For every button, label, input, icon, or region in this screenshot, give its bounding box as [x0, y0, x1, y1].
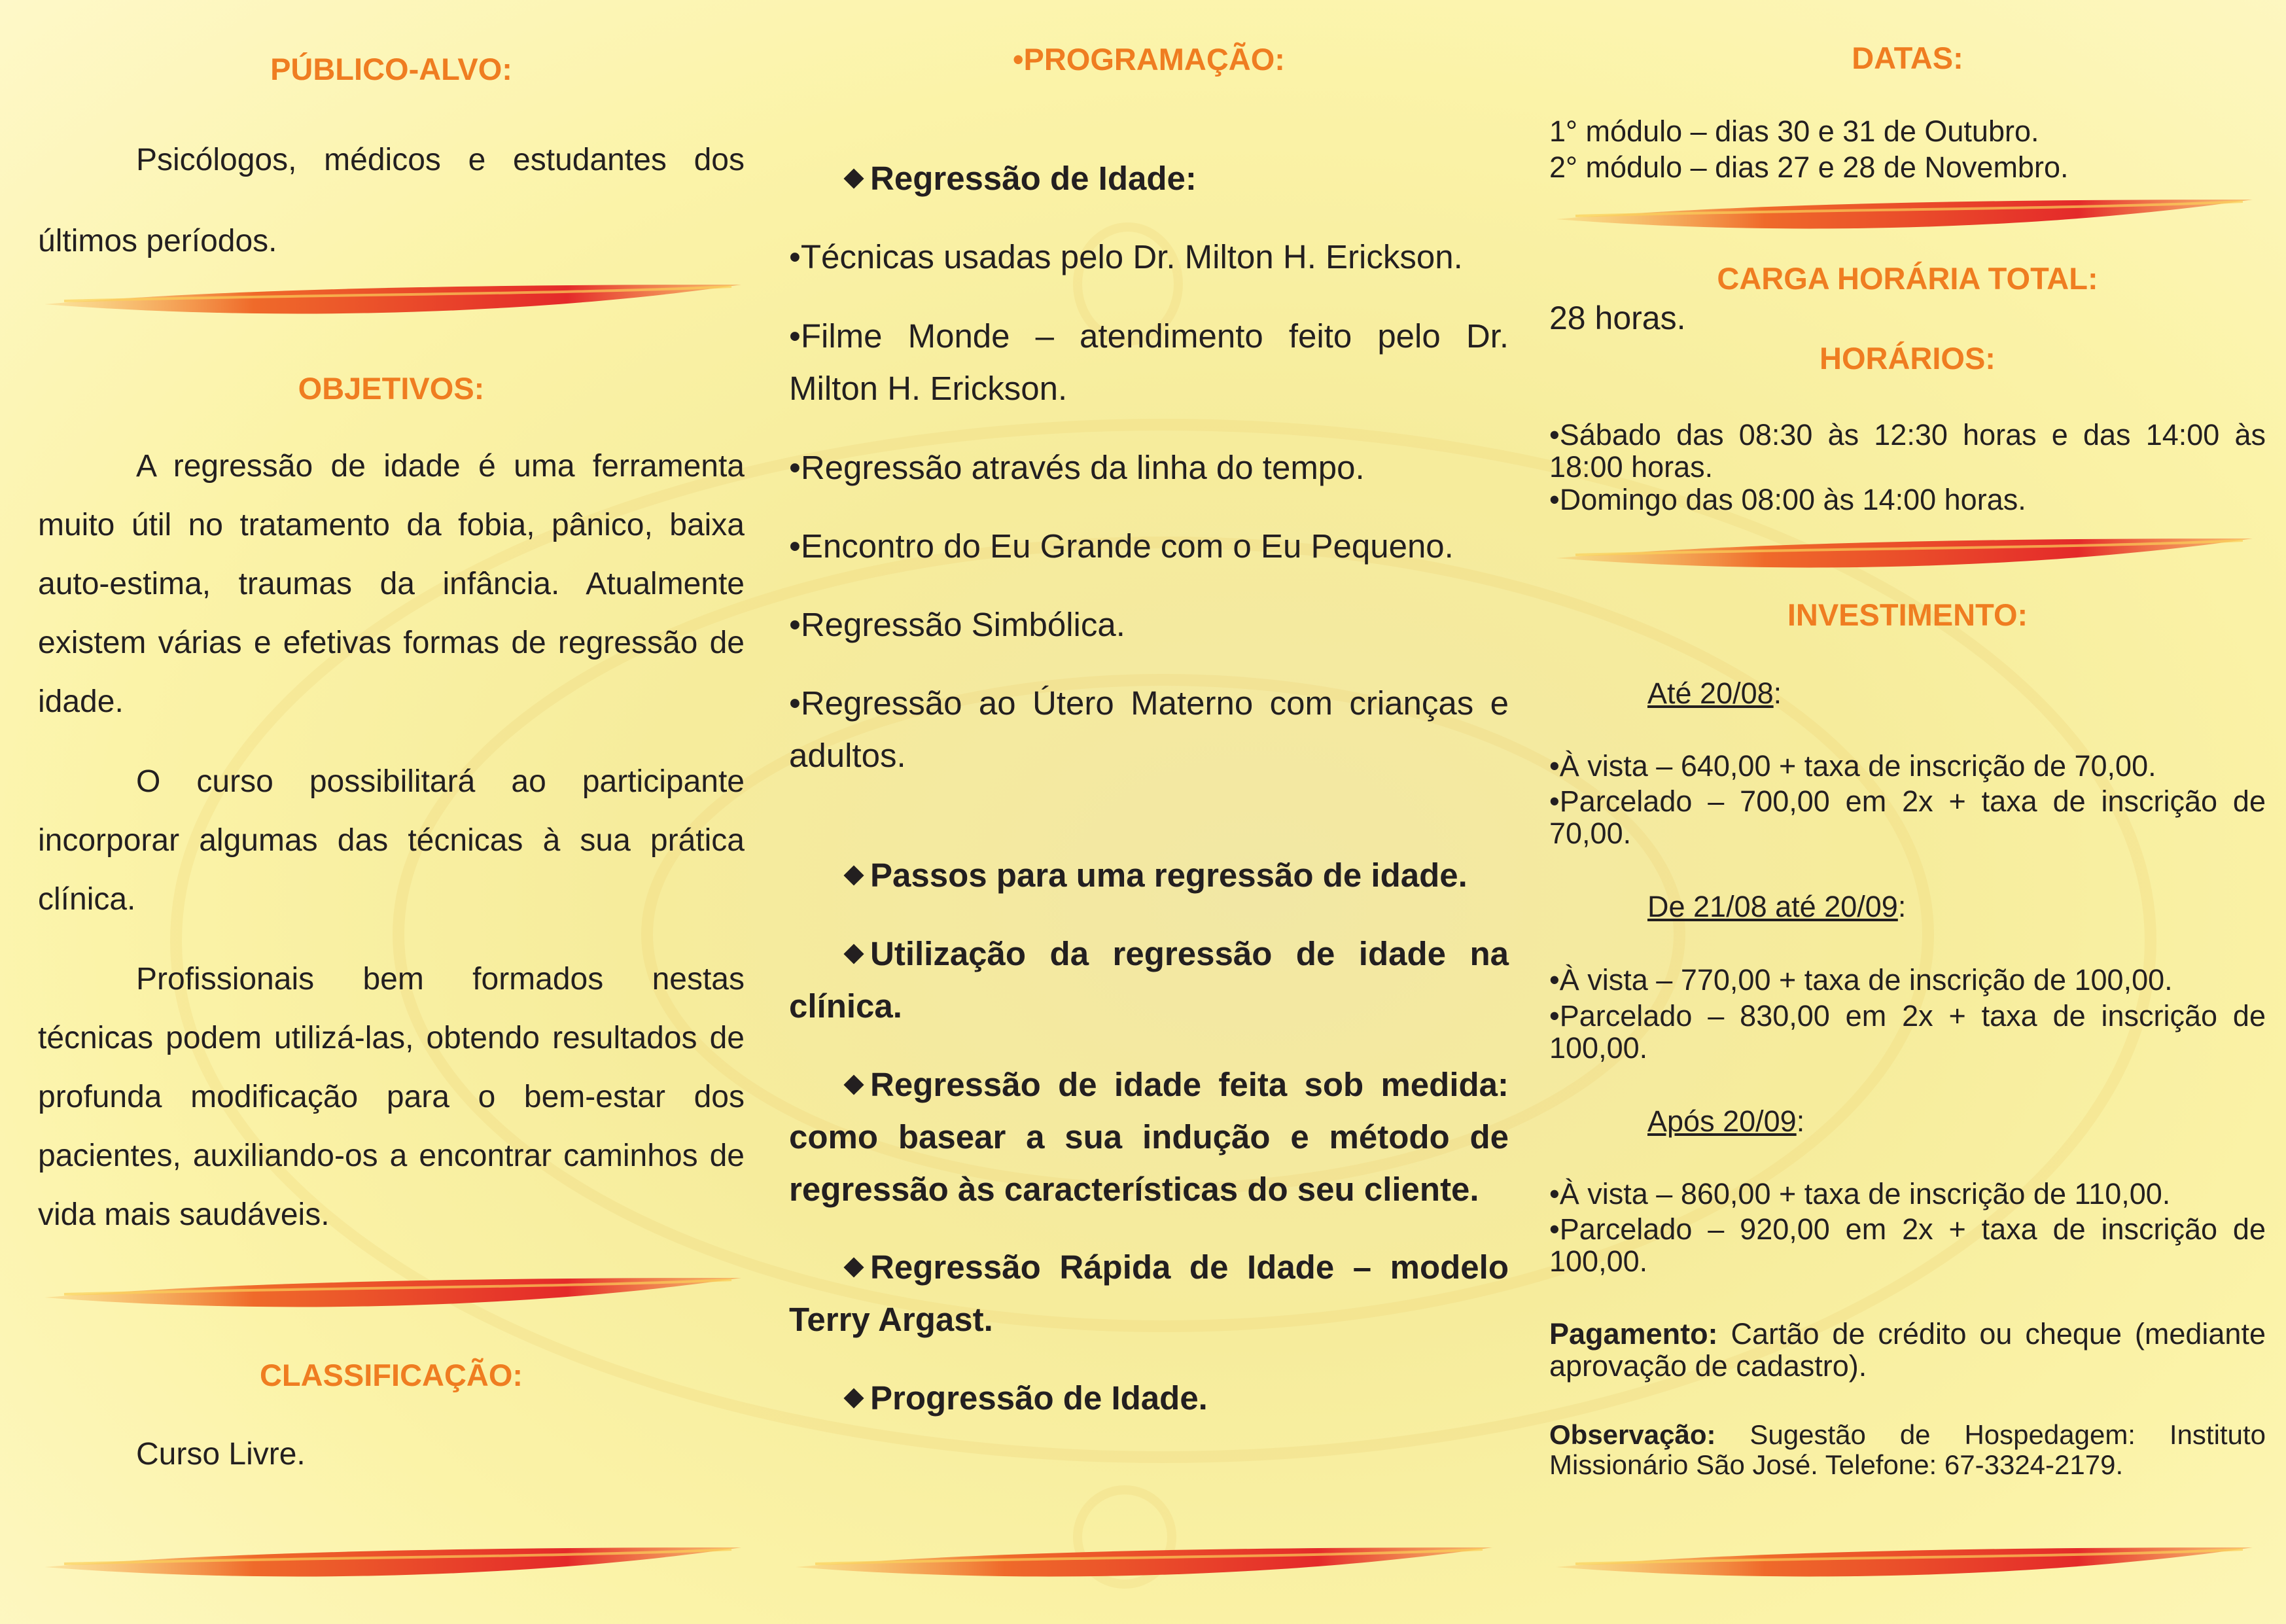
section-item: Utilização da regressão de idade na clínica. [789, 935, 1509, 1025]
publico-alvo-text: Psicólogos, médicos e estudantes dos últimos períodos. [38, 143, 745, 258]
section-item: Progressão de Idade. [789, 1372, 1509, 1424]
right-column [1549, 0, 2266, 1624]
price-line: •À vista – 860,00 + taxa de inscrição de 110,00. [1549, 1177, 2171, 1210]
investimento-heading: INVESTIMENTO: [1787, 597, 2028, 632]
horarios-line: •Domingo das 08:00 às 14:00 horas. [1549, 483, 2026, 516]
bullet-item: •Regressão ao Útero Materno com crianças e adultos. [789, 684, 1509, 774]
decorative-swoosh [789, 1538, 1496, 1597]
section-item: Passos para uma regressão de idade. [789, 849, 1509, 902]
bullet-item: •Filme Monde – atendimento feito pelo Dr. Milton H. Erickson. [789, 317, 1509, 407]
objetivos-paragraph-3: Profissionais bem formados nestas técnicas podem utilizá-las, obtendo resultados de profunda modificação para o bem-estar dos pacientes, auxiliando-os a encontrar caminhos de vida mais saudáveis. [38, 962, 745, 1232]
objetivos-paragraph-2: O curso possibilitará ao participante incorporar algumas das técnicas à sua prática clínica. [38, 764, 745, 917]
bullet-item: •Regressão Simbólica. [789, 606, 1125, 643]
publico-alvo-heading: PÚBLICO-ALVO: [270, 52, 512, 86]
datas-line: 1° módulo – dias 30 e 31 de Outubro. [1549, 115, 2039, 148]
diamond-bullet-icon [843, 1074, 864, 1095]
decorative-swoosh [1549, 529, 2256, 588]
bullet-item: •Técnicas usadas pelo Dr. Milton H. Erickson. [789, 238, 1463, 275]
left-column [38, 0, 745, 1624]
section-regressao-de-idade: Regressão de Idade: [789, 152, 1509, 205]
objetivos-heading: OBJETIVOS: [298, 371, 485, 406]
section-item: Regressão de idade feita sob medida: como basear a sua indução e método de regressão às características do seu cliente. [789, 1066, 1509, 1208]
datas-line: 2° módulo – dias 27 e 28 de Novembro. [1549, 150, 2069, 184]
price-line: •À vista – 770,00 + taxa de inscrição de 100,00. [1549, 963, 2173, 997]
decorative-swoosh [1549, 1538, 2256, 1597]
bullet-item: •Regressão através da linha do tempo. [789, 449, 1365, 486]
objetivos-paragraph-1: A regressão de idade é uma ferramenta muito útil no tratamento da fobia, pânico, baixa auto-estima, traumas da infância. Atualmente existem várias e efetivas formas de regressão de idade. [38, 449, 745, 719]
datas-heading: DATAS: [1852, 41, 1963, 75]
period-label: Após 20/09: [1647, 1104, 1805, 1138]
decorative-swoosh [38, 275, 745, 334]
diamond-bullet-icon [843, 1257, 864, 1277]
decorative-swoosh [38, 1268, 745, 1327]
price-line: •Parcelado – 700,00 em 2x + taxa de inscrição de 70,00. [1549, 785, 2266, 850]
period-label: Até 20/08: [1647, 677, 1782, 710]
bullet-item: •Encontro do Eu Grande com o Eu Pequeno. [789, 527, 1454, 565]
middle-column [789, 0, 1509, 1624]
diamond-bullet-icon [843, 944, 864, 964]
programacao-heading: •PROGRAMAÇÃO: [1013, 42, 1285, 77]
diamond-bullet-icon [843, 168, 864, 188]
diamond-bullet-icon [843, 865, 864, 885]
classificacao-heading: CLASSIFICAÇÃO: [259, 1358, 523, 1392]
price-line: •Parcelado – 830,00 em 2x + taxa de inscrição de 100,00. [1549, 999, 2266, 1065]
horarios-heading: HORÁRIOS: [1820, 341, 1996, 376]
decorative-swoosh [1549, 190, 2256, 249]
carga-horaria-text: 28 horas. [1549, 300, 1686, 336]
period-label: De 21/08 até 20/09: [1647, 890, 1907, 923]
decorative-swoosh [38, 1538, 745, 1597]
section-item: Regressão Rápida de Idade – modelo Terry Argast. [789, 1248, 1509, 1338]
diamond-bullet-icon [843, 1388, 864, 1408]
horarios-line: •Sábado das 08:30 às 12:30 horas e das 14:00 às 18:00 horas. [1549, 418, 2266, 484]
pagamento-text: Pagamento: Cartão de crédito ou cheque (mediante aprovação de cadastro). [1549, 1317, 2266, 1383]
classificacao-text: Curso Livre. [136, 1437, 306, 1472]
observacao-text: Observação: Sugestão de Hospedagem: Instituto Missionário São José. Telefone: 67-3324-2179. [1549, 1419, 2266, 1480]
price-line: •Parcelado – 920,00 em 2x + taxa de inscrição de 100,00. [1549, 1212, 2266, 1278]
carga-horaria-heading: CARGA HORÁRIA TOTAL: [1717, 261, 2098, 296]
price-line: •À vista – 640,00 + taxa de inscrição de 70,00. [1549, 749, 2156, 783]
